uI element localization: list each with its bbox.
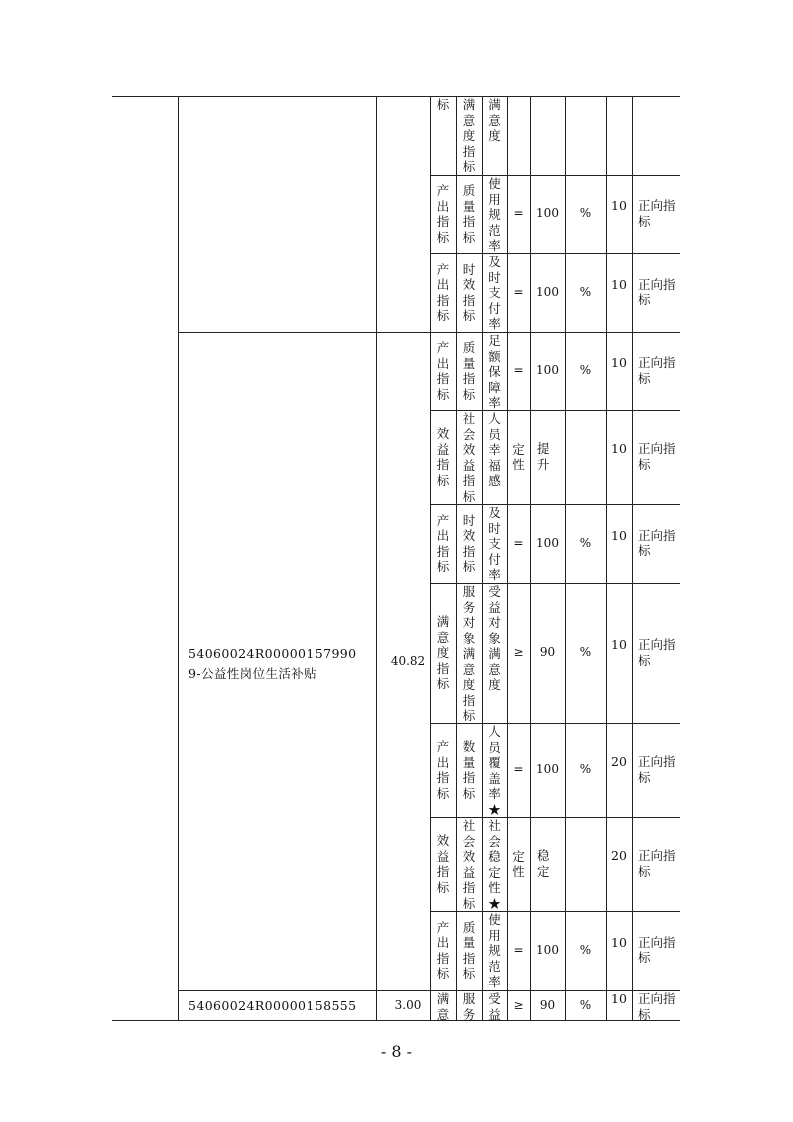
level1-indicator: 产出指标 bbox=[436, 261, 450, 323]
score: 20 bbox=[611, 848, 627, 863]
grid-line bbox=[376, 96, 377, 1020]
level3-indicator: 受益对象满意度 bbox=[488, 584, 501, 692]
target-value: 90 bbox=[539, 645, 556, 659]
target-value: 100 bbox=[536, 535, 559, 550]
direction: 正向指标 bbox=[638, 934, 676, 965]
target-value: 100 bbox=[536, 942, 559, 957]
level2-indicator: 质量指标 bbox=[462, 340, 476, 402]
score: 10 bbox=[611, 934, 627, 950]
level2-indicator: 社会效益指标 bbox=[462, 411, 476, 504]
level1-indicator: 标 bbox=[436, 97, 450, 112]
operator: = bbox=[513, 284, 524, 299]
level2-indicator: 时效指标 bbox=[462, 261, 476, 323]
grid-line bbox=[178, 96, 179, 1020]
page-number: - 8 - bbox=[380, 1042, 413, 1061]
grid-line bbox=[606, 96, 607, 1020]
direction: 正向指标 bbox=[638, 198, 676, 229]
operator: = bbox=[513, 206, 524, 220]
target-value: 90 bbox=[539, 998, 556, 1012]
unit: % bbox=[579, 206, 592, 220]
level2-indicator: 服务 bbox=[462, 991, 476, 1022]
level3-indicator: 使用规范率 bbox=[488, 176, 501, 253]
level2-indicator: 质量指标 bbox=[462, 183, 476, 245]
level3-indicator: 人员幸福感 bbox=[488, 411, 501, 488]
grid-line bbox=[456, 96, 457, 1020]
unit: % bbox=[579, 942, 592, 957]
score: 10 bbox=[611, 991, 627, 1006]
level1-indicator: 产出指标 bbox=[436, 512, 450, 574]
grid-line bbox=[178, 990, 680, 991]
level1-indicator: 效益指标 bbox=[436, 833, 450, 895]
level2-indicator: 质量指标 bbox=[462, 919, 476, 981]
operator: = bbox=[513, 942, 524, 957]
level3-indicator: 使用规范率 bbox=[488, 912, 501, 989]
unit: % bbox=[579, 762, 592, 776]
grid-line bbox=[507, 96, 508, 1020]
level3-indicator: 足额保障率 bbox=[488, 333, 501, 410]
level3-indicator: 及时支付率 bbox=[488, 505, 501, 582]
score: 10 bbox=[611, 441, 627, 456]
level2-indicator: 时效指标 bbox=[462, 512, 476, 574]
level1-indicator: 产出指标 bbox=[436, 739, 450, 801]
target-value: 100 bbox=[536, 206, 559, 220]
target-value: 稳定 bbox=[537, 848, 550, 879]
operator: ≥ bbox=[513, 998, 524, 1012]
grid-line bbox=[482, 96, 483, 1020]
unit: % bbox=[579, 284, 592, 299]
level3-indicator: 满意度 bbox=[488, 97, 501, 143]
operator: = bbox=[513, 535, 524, 550]
grid-line bbox=[565, 96, 566, 1020]
level1-indicator: 产出指标 bbox=[436, 919, 450, 981]
operator: = bbox=[513, 363, 524, 377]
level1-indicator: 效益指标 bbox=[436, 426, 450, 488]
unit: % bbox=[579, 645, 592, 659]
grid-line bbox=[112, 96, 680, 97]
target-value: 100 bbox=[536, 762, 559, 776]
target-value: 提升 bbox=[537, 441, 550, 472]
grid-line bbox=[178, 332, 680, 333]
level3-indicator: 社会稳定性★ bbox=[488, 818, 501, 911]
operator: ≥ bbox=[513, 645, 524, 659]
score: 10 bbox=[611, 198, 627, 213]
direction: 正向指标 bbox=[638, 991, 676, 1022]
direction: 正向指标 bbox=[638, 848, 676, 879]
project-1-amount: 40.82 bbox=[390, 654, 426, 668]
grid-line bbox=[430, 96, 431, 1020]
project-2-code: 54060024R00000158555 bbox=[188, 998, 357, 1013]
level2-indicator: 服务对象满意度指标 bbox=[462, 584, 476, 723]
direction: 正向指标 bbox=[638, 441, 676, 472]
level3-indicator: 及时支付率 bbox=[488, 254, 501, 331]
direction: 正向指标 bbox=[638, 637, 676, 668]
level1-indicator: 满意 bbox=[436, 991, 450, 1022]
level1-indicator: 满意度指标 bbox=[436, 614, 450, 692]
level3-indicator: 人员覆盖率★ bbox=[488, 724, 501, 817]
grid-line bbox=[112, 1020, 680, 1021]
score: 20 bbox=[611, 754, 627, 769]
unit: % bbox=[579, 535, 592, 550]
unit: % bbox=[579, 998, 592, 1012]
operator: 定性 bbox=[512, 441, 525, 472]
score: 10 bbox=[611, 355, 627, 370]
score: 10 bbox=[611, 637, 627, 652]
level3-indicator: 受益 bbox=[488, 991, 501, 1022]
grid-line bbox=[632, 96, 633, 1020]
level2-indicator: 社会效益指标 bbox=[462, 818, 476, 911]
direction: 正向指标 bbox=[638, 276, 676, 307]
level1-indicator: 产出指标 bbox=[436, 340, 450, 402]
unit: % bbox=[579, 363, 592, 377]
score: 10 bbox=[611, 527, 627, 543]
project-1-name: 9-公益性岗位生活补贴 bbox=[188, 666, 318, 681]
project-1-code: 54060024R00000157990 bbox=[188, 646, 357, 661]
grid-line bbox=[530, 96, 531, 1020]
operator: = bbox=[513, 762, 524, 776]
target-value: 100 bbox=[536, 363, 559, 377]
project-2-amount: 3.00 bbox=[394, 998, 422, 1012]
level1-indicator: 产出指标 bbox=[436, 183, 450, 245]
direction: 正向指标 bbox=[638, 527, 676, 558]
level2-indicator: 满意度指标 bbox=[462, 97, 476, 174]
operator: 定性 bbox=[512, 848, 525, 879]
level2-indicator: 数量指标 bbox=[462, 739, 476, 801]
grid-line bbox=[430, 911, 680, 912]
target-value: 100 bbox=[536, 284, 559, 299]
grid-line bbox=[430, 504, 680, 505]
score: 10 bbox=[611, 276, 627, 292]
grid-line bbox=[430, 175, 680, 176]
grid-line bbox=[430, 253, 680, 254]
direction: 正向指标 bbox=[638, 754, 676, 785]
direction: 正向指标 bbox=[638, 355, 676, 386]
